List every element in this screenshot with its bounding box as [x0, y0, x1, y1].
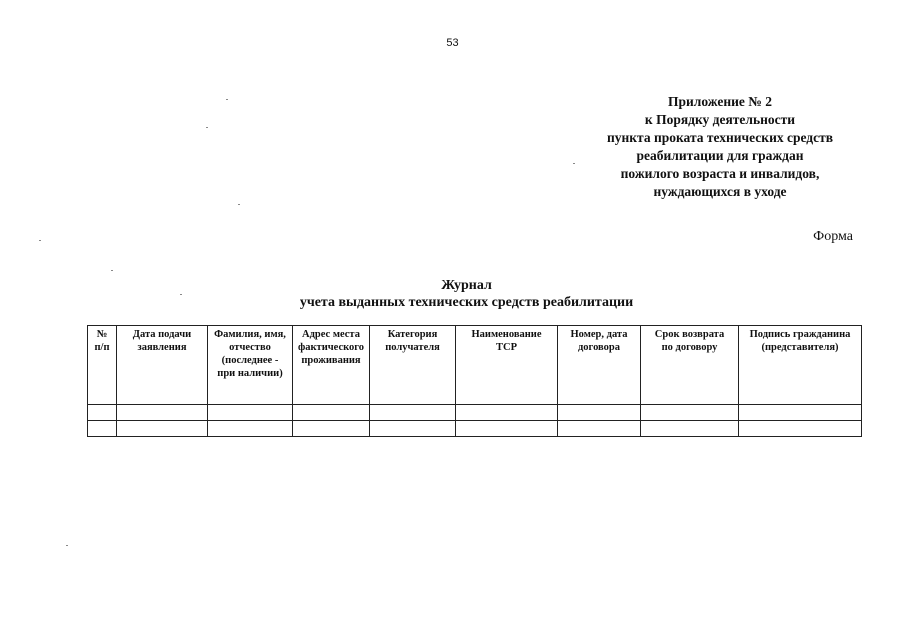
appendix-block	[570, 93, 870, 201]
table-cell	[456, 405, 558, 421]
table-body	[88, 405, 862, 437]
table-cell	[739, 405, 862, 421]
page-number: 53	[446, 37, 459, 49]
table-cell	[558, 421, 641, 437]
column-header	[456, 326, 558, 405]
journal-table	[87, 325, 862, 437]
column-header-line: (последнее -	[221, 355, 279, 366]
column-header-line: Дата подачи	[132, 329, 192, 340]
table-cell	[88, 405, 117, 421]
column-header	[88, 326, 117, 405]
column-header	[117, 326, 208, 405]
table-cell	[117, 405, 208, 421]
form-label: Форма	[813, 229, 853, 244]
column-header-line: договора	[578, 342, 620, 353]
column-header	[293, 326, 370, 405]
table-header-row	[88, 326, 862, 405]
column-header-line: проживания	[301, 355, 361, 366]
table-cell	[456, 421, 558, 437]
table-cell	[293, 421, 370, 437]
column-header-line: Срок возврата	[654, 329, 725, 340]
column-header-line: Подпись гражданина	[749, 329, 851, 340]
journal-subtitle-line: учета выданных технических средств реабилитации	[299, 295, 634, 310]
column-header-line: ТСР	[496, 342, 517, 353]
column-header-line: при наличии)	[217, 368, 283, 379]
table-cell	[739, 421, 862, 437]
table-cell	[208, 421, 293, 437]
table-cell	[641, 421, 739, 437]
scan-speck	[180, 294, 182, 295]
scan-speck	[39, 240, 41, 241]
appendix-line: реабилитации для граждан	[636, 148, 804, 163]
column-header-line: по договору	[661, 342, 718, 353]
column-header-line: Категория	[387, 329, 438, 340]
appendix-line: пункта проката технических средств	[606, 130, 834, 145]
column-header	[641, 326, 739, 405]
column-header-line: Адрес места	[302, 329, 360, 340]
journal-title	[0, 277, 905, 311]
column-header-line: фактического	[297, 342, 365, 353]
table-cell	[293, 405, 370, 421]
appendix-line: Приложение № 2	[668, 94, 772, 109]
table-cell	[117, 421, 208, 437]
column-header	[208, 326, 293, 405]
table-cell	[88, 421, 117, 437]
table-cell	[641, 405, 739, 421]
column-header-line: Номер, дата	[570, 329, 628, 340]
appendix-line: нуждающихся в уходе	[653, 184, 787, 199]
table-row	[88, 421, 862, 437]
column-header	[558, 326, 641, 405]
scan-speck	[226, 99, 228, 100]
table-cell	[208, 405, 293, 421]
appendix-line: к Порядку деятельности	[644, 112, 796, 127]
scan-speck	[66, 545, 68, 546]
column-header	[739, 326, 862, 405]
column-header-line: Наименование	[471, 329, 542, 340]
table-row	[88, 405, 862, 421]
table-cell	[370, 405, 456, 421]
scan-speck	[206, 127, 208, 128]
table-cell	[370, 421, 456, 437]
journal-title-line: Журнал	[441, 278, 492, 293]
scan-speck	[573, 163, 575, 164]
column-header-line: п/п	[94, 342, 110, 353]
column-header-line: отчество	[229, 342, 271, 353]
column-header-line: (представителя)	[761, 342, 839, 353]
column-header	[370, 326, 456, 405]
scan-speck	[238, 204, 240, 205]
column-header-line: получателя	[385, 342, 440, 353]
table-cell	[558, 405, 641, 421]
appendix-line: пожилого возраста и инвалидов,	[620, 166, 820, 181]
column-header-line: заявления	[137, 342, 187, 353]
scan-speck	[111, 270, 113, 271]
column-header-line: №	[96, 329, 108, 340]
column-header-line: Фамилия, имя,	[214, 329, 286, 340]
